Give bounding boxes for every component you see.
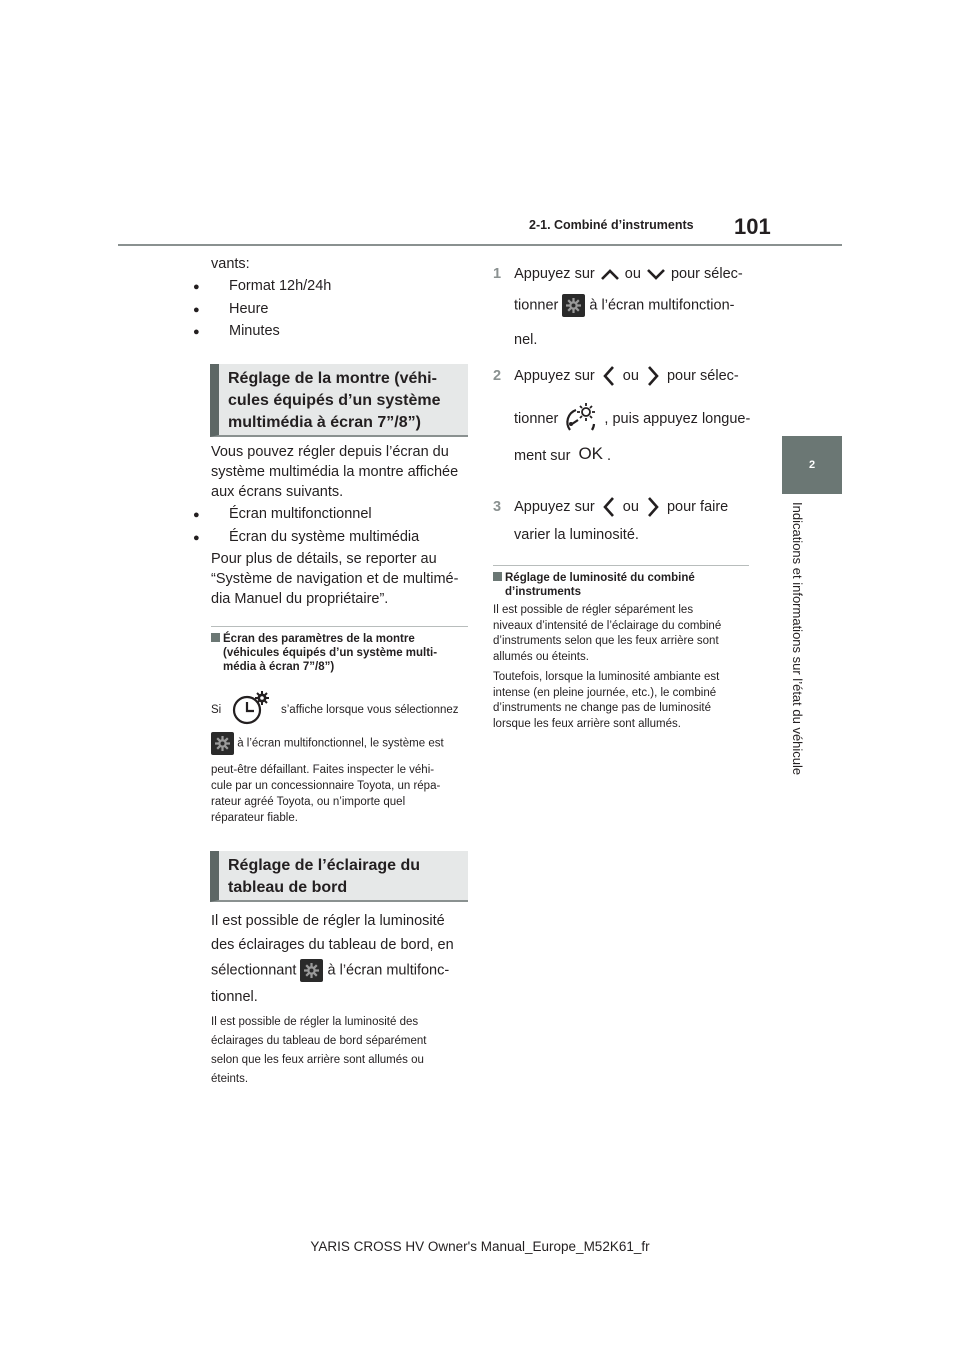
text-line: nel.: [514, 332, 538, 348]
text-line: 2 Appuyez sur ou pour sélec-: [493, 364, 750, 400]
chevron-left-icon: [599, 364, 619, 388]
note-paragraph: [211, 1013, 426, 1089]
settings-gear-icon: [562, 294, 585, 317]
list-item: ● Minutes: [211, 321, 280, 341]
step-number: 3: [493, 498, 502, 515]
list-item: ● Format 12h/24h: [211, 276, 331, 296]
note-paragraph: [211, 762, 440, 826]
chapter-tab: [782, 436, 842, 494]
note-line: Si s’affiche lorsque vous sélectionnez: [211, 690, 471, 726]
chevron-up-icon: [599, 267, 621, 281]
clock-settings-icon: [227, 690, 273, 726]
text-line: tionner , puis appuyez longue-: [493, 400, 750, 444]
chevron-right-icon: [643, 495, 663, 519]
paragraph: [211, 911, 454, 1011]
heading-line: Réglage de l’éclairage du: [228, 857, 421, 874]
text-line: varier la luminosité.: [514, 527, 639, 543]
page-number: 101: [734, 214, 771, 239]
dashboard-brightness-icon: [562, 400, 600, 438]
chapter-vertical-title-text: Indications et informations sur l’état du véhicule: [790, 502, 805, 776]
text-line: 3 Appuyez sur ou pour faire: [493, 495, 728, 525]
text-line: Écran des paramètres de la montre: [211, 632, 468, 646]
list-item: ● Écran du système multimédia: [211, 527, 419, 547]
text-line: aux écrans suivants.: [211, 484, 344, 500]
text-line: niveaux d’intensité de l’éclairage du combiné: [493, 619, 722, 632]
text-line: lorsque les feux arrière sont allumés.: [493, 717, 681, 730]
subheading-clock-settings: [211, 626, 468, 674]
note-line: à l’écran multifonctionnel, le système est: [211, 732, 444, 755]
section-heading-dashboard-lighting: [210, 851, 468, 902]
square-bullet-icon: [211, 633, 220, 642]
note-paragraph: [493, 670, 719, 732]
text-line: ment sur OK .: [514, 444, 612, 464]
settings-gear-icon: [211, 732, 234, 755]
paragraph: [211, 442, 458, 502]
text-line: (véhicules équipés d’un système multi-: [223, 647, 438, 659]
paragraph: [211, 549, 458, 609]
step-3: [493, 495, 728, 549]
heading-line: tableau de bord: [228, 879, 348, 896]
text-line: d’instruments selon que les feux arrière sont: [493, 635, 719, 647]
list-item: ● Écran multifonctionnel: [211, 504, 372, 524]
text-line: allumés ou éteints.: [493, 650, 589, 663]
square-bullet-icon: [493, 572, 502, 581]
text-line: réparateur fiable.: [211, 812, 298, 824]
text-line: Toutefois, lorsque la luminosité ambiante est: [493, 671, 720, 683]
header-rule: [118, 244, 842, 246]
subheading-luminosity: [493, 565, 749, 599]
text-line: rateur agréé Toyota, ou n’importe quel: [211, 796, 406, 808]
text-line: d’instruments: [505, 586, 582, 598]
text-line: Il est possible de régler séparément les: [493, 604, 694, 616]
chapter-number: 2: [808, 459, 816, 471]
chevron-down-icon: [645, 267, 667, 281]
footer-manual-id: YARIS CROSS HV Owner's Manual_Europe_M52K61_fr: [310, 1239, 650, 1254]
step-2: [493, 364, 750, 468]
text-line: tionner à l’écran multifonction-: [493, 294, 743, 326]
text-line: éteints.: [211, 1073, 249, 1085]
heading-line: cules équipés d’un système: [228, 392, 441, 409]
heading-line: Réglage de la montre (véhi-: [228, 370, 437, 387]
text-line: Pour plus de détails, se reporter au: [211, 551, 437, 567]
text-line: des éclairages du tableau de bord, en: [211, 937, 454, 953]
section-heading-clock: [210, 364, 468, 437]
text-line: Il est possible de régler la luminosité: [211, 913, 445, 929]
step-1: [493, 264, 743, 354]
step-number: 1: [493, 266, 502, 282]
heading-line: multimédia à écran 7”/8”): [228, 414, 421, 431]
chapter-vertical-title: [781, 502, 811, 802]
text-line: intense (en pleine journée, etc.), le combiné: [493, 686, 717, 699]
text-line: dia Manuel du propriétaire”.: [211, 591, 389, 607]
text-line: Réglage de luminosité du combiné: [493, 571, 749, 585]
text-line: peut-être défaillant. Faites inspecter le véhi-: [211, 764, 435, 776]
text-line: Il est possible de régler la luminosité des: [211, 1016, 419, 1028]
note-paragraph: [493, 603, 721, 665]
intro-text: vants:: [211, 256, 250, 272]
step-number: 2: [493, 367, 502, 384]
text-line: cule par un concessionnaire Toyota, un répa-: [211, 780, 441, 792]
text-line: média à écran 7”/8”): [223, 661, 335, 673]
chevron-left-icon: [599, 495, 619, 519]
list-item: ● Heure: [211, 299, 269, 319]
text-line: éclairages du tableau de bord séparément: [211, 1035, 427, 1047]
text-line: système multimédia la montre affichée: [211, 464, 459, 480]
text-line: selon que les feux arrière sont allumés ou: [211, 1054, 424, 1066]
running-header-section: 2-1. Combiné d’instruments: [529, 218, 694, 232]
ok-button-glyph: OK: [578, 444, 604, 463]
chevron-right-icon: [643, 364, 663, 388]
text-line: sélectionnant à l’écran multifonc-: [211, 959, 454, 987]
text-line: d’instruments ne change pas de luminosité: [493, 702, 711, 714]
text-line: “Système de navigation et de multimé-: [211, 571, 459, 587]
settings-gear-icon: [300, 959, 323, 982]
text-line: tionnel.: [211, 989, 258, 1005]
text-line: Vous pouvez régler depuis l’écran du: [211, 444, 449, 460]
text-line: 1 Appuyez sur ou pour sélec-: [493, 266, 743, 282]
